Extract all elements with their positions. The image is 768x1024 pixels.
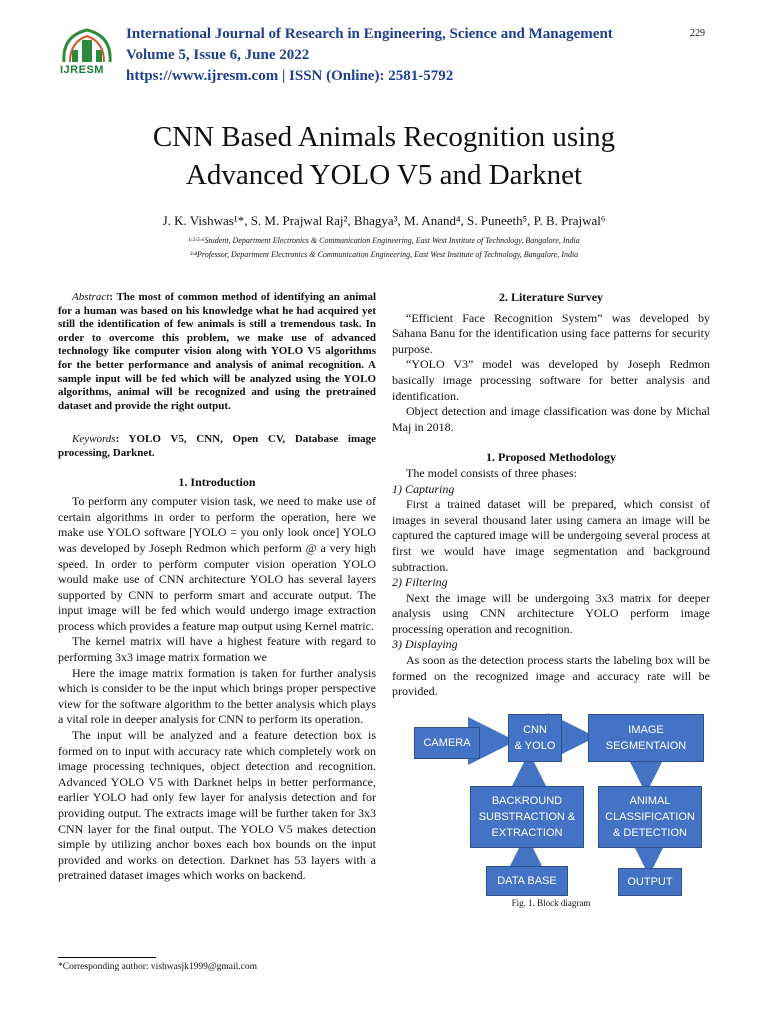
authors: J. K. Vishwas¹*, S. M. Prajwal Raj², Bhagya³, M. Anand⁴, S. Puneeth⁵, P. B. Prajwal⁶ (162, 213, 606, 228)
intro-paragraph-3: Here the image matrix formation is taken for further analysis which is consider to be the input which brings proper perspective view for the software algorithm to the better analysis which plays a vital role in deeper analysis for CNN to perform its operation. (58, 665, 376, 727)
title-line-2: Advanced YOLO V5 and Darknet (185, 159, 583, 191)
figure-caption: Fig. 1. Block diagram (511, 898, 591, 908)
phase-3-title: 3) Displaying (392, 637, 458, 652)
affiliation-2: ³·⁴Professor, Department Electronics & Communication Engineering, East West Institute of Technology, Bangalore, India (189, 250, 579, 259)
abstract-text: : The most of common method of identifying an animal for a human was based on his knowledge what he had acquired yet still the identification of few animals is still a tremendous task. In order to overcome this problem, we make use of advanced technology like computer vision along with YOLO V5 algorithms for the better performance and analysis of animal recognition. A sample input will be fed which will be analyzed using the YOLO algorithms, animal will be recognized and using the pretrained dataset and provide the right output. (58, 291, 376, 412)
intro-paragraph-4: The input will be analyzed and a feature detection box is formed on to input with accuracy rate which completely work on image processing techniques, object detection and recognition. Advanced YOLO V5 with Darknet helps in better performance, earlier YOLO had only few layer for analysis detection and for providing output. The extracts image will be further taken for 3x3 CNN layer for the final output. The YOLO V5 makes detection simple by utilizing anchor boxes each box bounds on the input provided and works on detection. Darknet has 53 layers with a pretrained dataset images which works on backend. (58, 728, 376, 883)
keywords-label: Keywords (72, 433, 116, 446)
page-number: 229 (690, 28, 705, 39)
diagram-output-box: OUTPUT (618, 868, 682, 896)
affiliation-1: ¹·²·⁵·⁶Student, Department Electronics & Communication Engineering, East West Institute of Technology, Bangalore, India (188, 236, 580, 245)
abstract-label: Abstract (72, 291, 110, 303)
diagram-camera-box: CAMERA (414, 727, 480, 759)
phase-1-text: First a trained dataset will be prepared, which consist of images in several thousand later using camera an image will be captured the captured image will be undergoing several process at first we would have image segmentation and background subtraction. (392, 497, 710, 574)
intro-heading: 1. Introduction (178, 474, 256, 489)
methodology-heading: 1. Proposed Methodology (485, 450, 617, 465)
journal-volume: Volume 5, Issue 6, June 2022 (126, 47, 310, 63)
journal-url[interactable]: https://www.ijresm.com | ISSN (Online): 2581-5792 (126, 68, 454, 84)
phase-3-text: As soon as the detection process starts the labeling box will be formed on the recognized image and accuracy rate will be provided. (392, 653, 710, 699)
literature-paragraph-3: Object detection and image classification was done by Michal Maj in 2018. (392, 404, 710, 434)
diagram-animal-box: ANIMAL CLASSIFICATION & DETECTION (598, 786, 702, 848)
phase-1-title: 1) Capturing (392, 481, 455, 496)
footnote-divider (58, 957, 156, 958)
diagram-segmentation-box: IMAGE SEGMENTAION (588, 714, 704, 762)
intro-paragraph-1: To perform any computer vision task, we need to make use of certain algorithms in order to perform the operation, here we make use YOLO software [YOLO = you only look once] YOLO was developed by Joseph Redmon which perform @ a very high speed. In order to perform computer vision operation YOLO would make use of CNN architecture YOLO has several layers supported by CNN to perform smart and accurate output. The input image will be fed which would undergo image extraction process which provides a feature map output using Kernel matric. (58, 494, 376, 633)
corresponding-author-footnote: *Corresponding author: vishwasjk1999@gmail.com (58, 962, 257, 972)
diagram-database-box: DATA BASE (486, 866, 568, 896)
diagram-background-box: BACKROUND SUBSTRACTION & EXTRACTION (470, 786, 584, 848)
intro-paragraph-2: The kernel matrix will have a highest feature with regard to performing 3x3 image matrix formation we (58, 634, 376, 665)
literature-heading: 2. Literature Survey (498, 290, 604, 304)
phase-2-text: Next the image will be undergoing 3x3 matrix for deeper analysis using CNN architecture YOLO perform image processing operation and recognition. (392, 590, 710, 636)
literature-paragraph-2: “YOLO V3” model was developed by Joseph Redmon basically image processing software for better analysis and identification. (392, 357, 710, 403)
methodology-intro: The model consists of three phases: (406, 465, 577, 480)
journal-name: International Journal of Research in Engineering, Science and Management (126, 26, 613, 42)
logo-text: IJRESM (60, 64, 104, 76)
keywords-text: : YOLO V5, CNN, Open CV, Database image processing, Darknet. (58, 433, 376, 459)
title-line-1: CNN Based Animals Recognition using (152, 121, 616, 153)
literature-paragraph-1: “Efficient Face Recognition System” was developed by Sahana Banu for the identification using face patterns for security purpose. (392, 310, 710, 356)
diagram-cnn-box: CNN & YOLO (508, 714, 562, 762)
phase-2-title: 2) Filtering (392, 575, 448, 590)
